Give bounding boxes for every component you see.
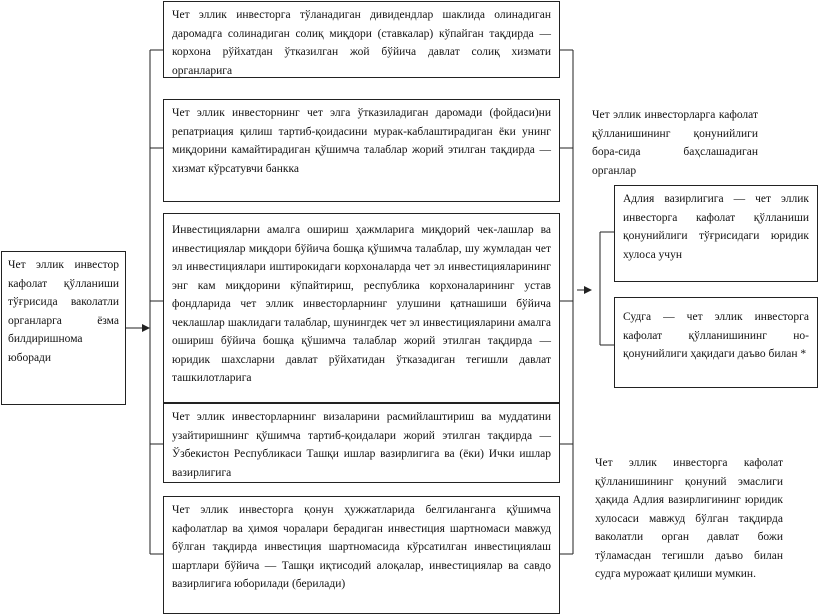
middle-box-dividends: Чет эллик инвесторга тўланадиган дивидендлар шаклида олинадиган даромадга солинадиган солиқ миқдори (ставкалар) кўпайган тақдирда — корхона рўйхатдан ўтказилган жой бўйича давлат солиқ хизмати органларига xyxy=(163,1,560,78)
footnote-text: Чет эллик инвесторга кафолат қўлланишининг қонуний эмаслиги ҳақида Адлия вазирлигининг юридик хулосаси мавжуд бўлган тақдирда ваколатли орган давлат божи тўламасдан тегишли даъво билан судга мурожаат қилиши мумкин. xyxy=(595,457,783,580)
middle-box-investment-agreement: Чет эллик инвесторга қонун ҳужжатларида белгиланганга қўшимча кафолатлар ва ҳимоя чоралари берадиган инвестиция шартномаси мавжуд бўлган тақдирда инвестиция шартномасида кўрсатилган инвестициялаш шартлари бўйича — Ташқи иқтисодий алоқалар, инвестициялар ва савдо вазирлигига юборилади (берилади) xyxy=(163,496,560,614)
left-box: Чет эллик инвестор кафолат қўлланиши тўғрисида ваколатли органларга ёзма билдиришнома юборади xyxy=(1,251,126,405)
middle-box-repatriation: Чет эллик инвесторнинг чет элга ўтказиладиган даромади (фойдаси)ни репатриация қилиш тартиб-қоидасини мурак-каблаштирадиган ёки унинг миқдорини камайтирадиган қўшимча талаблар жорий этилган тақдирда — хизмат кўрсатувчи банкка xyxy=(163,99,560,202)
left-arrow-head xyxy=(142,324,150,332)
right-arrow-head xyxy=(584,286,592,294)
middle-box-visas: Чет эллик инвесторларнинг визаларини расмийлаштириш ва муддатини узайтиришнинг қўшимча тартиб-қоидалари жорий этилган тақдирда — Ўзбекистон Республикаси Ташқи ишлар вазирлигига ва (ёки) Ички ишлар вазирлигига xyxy=(163,403,560,483)
right-heading: Чет эллик инвесторларга кафолат қўлланишининг қонунийлиги бора-сида баҳслашадиган органлар xyxy=(592,109,758,177)
middle-box-investment-limits: Инвестицияларни амалга ошириш ҳажмларига миқдорий чек-лашлар ва инвестициялар миқдори бўйича бошқа қўшимча талаблар, шу жумладан чет эл инвестициялари иштирокидаги корхоналарда чет эл инвестицияларининг энг кам миқдорини кўпайтириш, республика корхоналарининг устав фондларида чет эллик инвесторларнинг улушини қатнашиши бўйича чеклашлар шаклидаги талаблар, шунингдек чет эл инвестицияларини амалга ошириш бўйича бошқа қўшимча талаблар жорий этилган тақдирда — юридик шахсларни давлат рўйхатидан ўтказадиган тегишли давлат ташкилотларига xyxy=(163,213,560,403)
right-box-justice-ministry: Адлия вазирлигига — чет эллик инвесторга кафолат қўлланиши қонунийлиги тўғрисидаги юридик хулоса учун xyxy=(614,185,818,282)
right-box-court: Судга — чет эллик инвесторга кафолат қўлланишининг но-қонунийлиги ҳақидаги даъво билан * xyxy=(614,297,818,388)
